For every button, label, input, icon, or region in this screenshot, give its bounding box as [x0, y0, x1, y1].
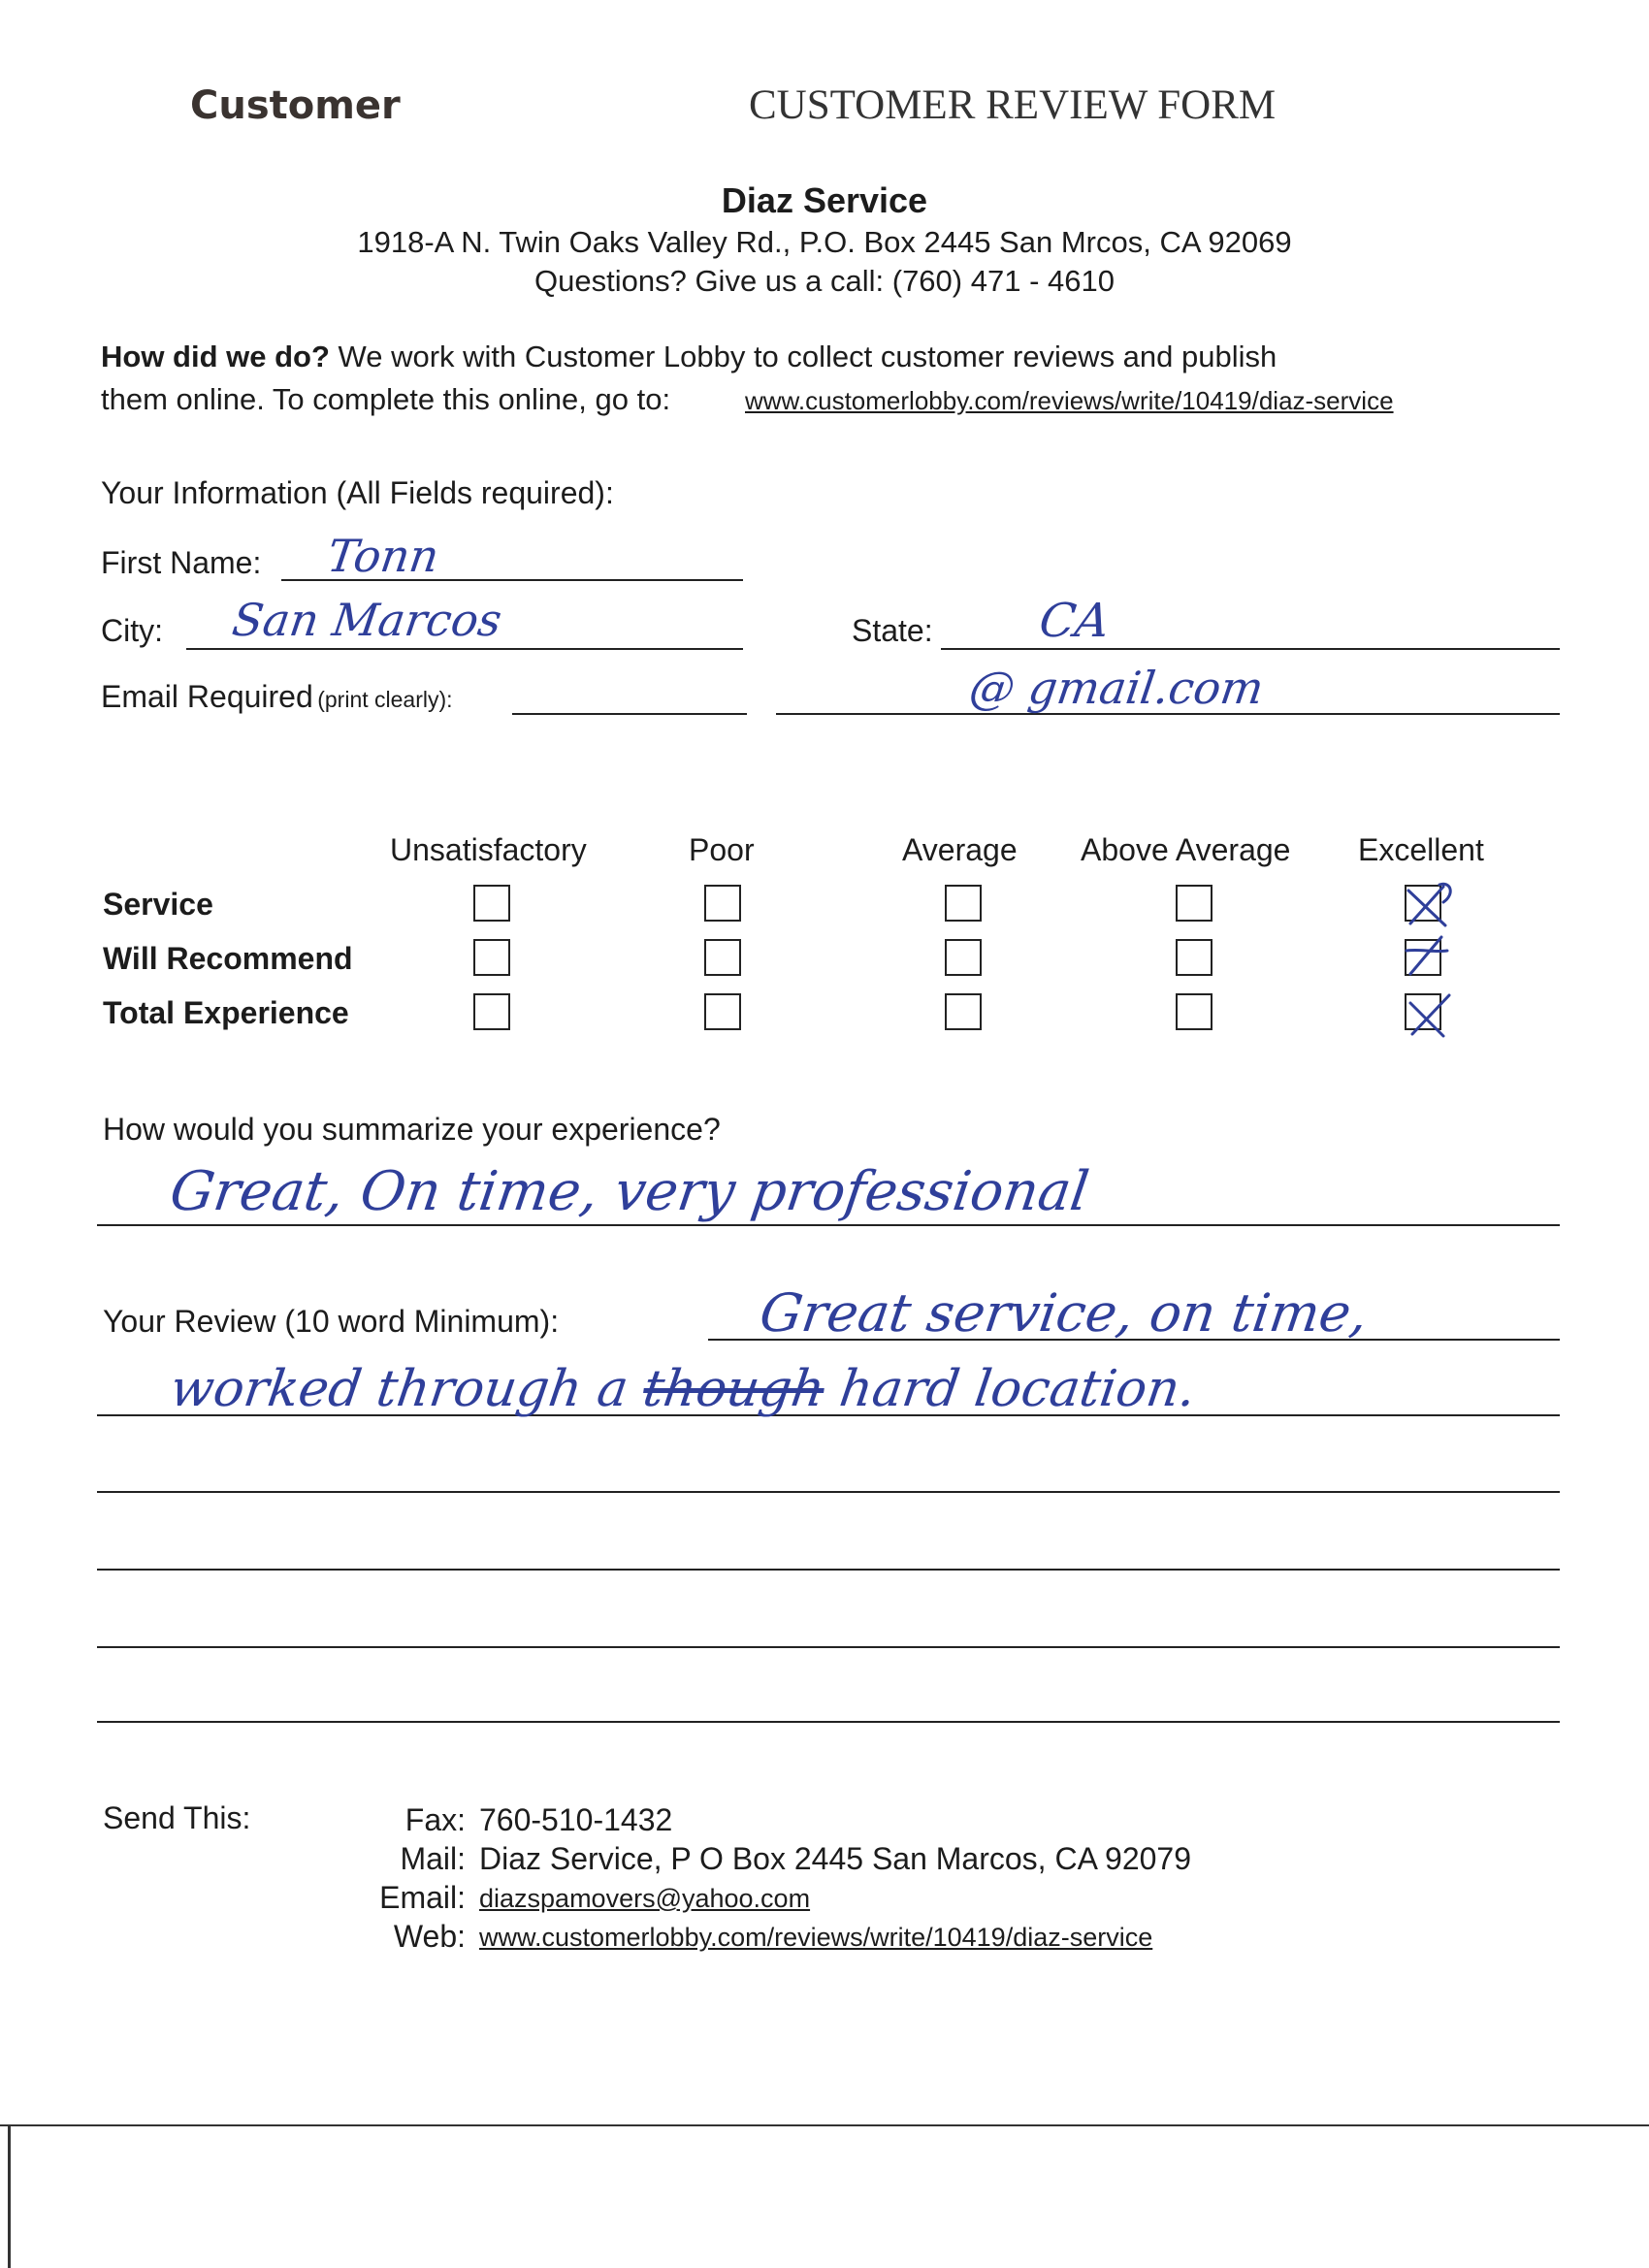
state-line — [941, 648, 1560, 650]
email-note: (print clearly): — [317, 687, 453, 712]
row-will-recommend-label: Will Recommend — [103, 941, 353, 976]
form-title: CUSTOMER REVIEW FORM — [749, 82, 1277, 128]
review-line-4 — [97, 1569, 1560, 1571]
row-total-experience-label: Total Experience — [103, 995, 349, 1030]
total-excellent-checkbox[interactable] — [1405, 993, 1441, 1030]
mail-value: Diaz Service, P O Box 2445 San Marcos, CA 92079 — [479, 1841, 1192, 1876]
review-line-6 — [97, 1721, 1560, 1723]
col-excellent: Excellent — [1358, 832, 1484, 867]
review-line-5 — [97, 1646, 1560, 1648]
intro-text-1: We work with Customer Lobby to collect customer reviews and publish — [329, 340, 1277, 373]
review-struck-word: though — [639, 1360, 828, 1418]
col-poor: Poor — [689, 832, 755, 867]
email-value[interactable]: @ gmail.com — [966, 662, 1268, 714]
scan-page-edge — [0, 2124, 1649, 2126]
review-line-1-text[interactable]: Great service, on time, — [756, 1282, 1372, 1344]
info-heading: Your Information (All Fields required): — [101, 475, 614, 510]
review-line-2-text[interactable] — [167, 1360, 1200, 1418]
city-value[interactable]: San Marcos — [229, 594, 505, 646]
city-label: City: — [101, 613, 163, 648]
state-value[interactable]: CA — [1036, 594, 1114, 648]
total-unsatisfactory-checkbox[interactable] — [473, 993, 510, 1030]
first-name-value[interactable]: Tonn — [324, 530, 442, 582]
web-link[interactable]: www.customerlobby.com/reviews/write/10419/diaz-service — [479, 1923, 1153, 1952]
checkmark-x-icon — [1401, 877, 1455, 931]
company-address: 1918-A N. Twin Oaks Valley Rd., P.O. Box 2445 San Mrcos, CA 92069 — [357, 225, 1292, 259]
header-left-title: Customer — [190, 83, 401, 128]
total-above-average-checkbox[interactable] — [1176, 993, 1212, 1030]
intro-text-2: them online. To complete this online, go to: — [101, 382, 671, 416]
first-name-label: First Name: — [101, 545, 262, 580]
recommend-unsatisfactory-checkbox[interactable] — [473, 939, 510, 976]
col-unsatisfactory: Unsatisfactory — [390, 832, 587, 867]
col-above-average: Above Average — [1081, 832, 1291, 867]
service-above-average-checkbox[interactable] — [1176, 885, 1212, 922]
intro-url-link[interactable]: www.customerlobby.com/reviews/write/10419/diaz-service — [745, 386, 1394, 415]
checkmark-slash-icon — [1401, 931, 1455, 986]
summary-answer[interactable]: Great, On time, very professional — [166, 1160, 1093, 1223]
summary-question: How would you summarize your experience? — [103, 1112, 721, 1147]
col-average: Average — [902, 832, 1018, 867]
total-average-checkbox[interactable] — [945, 993, 982, 1030]
scan-side-edge — [8, 2124, 11, 2268]
review-label: Your Review (10 word Minimum): — [103, 1304, 560, 1339]
review-line-3 — [97, 1491, 1560, 1493]
intro-line-1 — [101, 340, 1277, 374]
email-label: Email Required — [101, 679, 313, 714]
service-excellent-checkbox[interactable] — [1405, 885, 1441, 922]
send-label: Send This: — [103, 1800, 251, 1835]
intro-line-2 — [101, 382, 670, 417]
company-phone: Questions? Give us a call: (760) 471 - 4610 — [534, 264, 1115, 298]
mail-label: Mail: — [400, 1841, 466, 1876]
email-send-label: Email: — [379, 1880, 466, 1915]
checkmark-x-icon — [1401, 986, 1455, 1040]
fax-label: Fax: — [404, 1802, 466, 1837]
service-average-checkbox[interactable] — [945, 885, 982, 922]
summary-line — [97, 1224, 1560, 1226]
total-poor-checkbox[interactable] — [704, 993, 741, 1030]
recommend-average-checkbox[interactable] — [945, 939, 982, 976]
fax-value: 760-510-1432 — [479, 1802, 673, 1837]
web-label: Web: — [393, 1919, 466, 1954]
city-line — [186, 648, 743, 650]
service-unsatisfactory-checkbox[interactable] — [473, 885, 510, 922]
review-line-2-part1: worked through a — [166, 1360, 632, 1418]
intro-bold-lead: How did we do? — [101, 340, 330, 373]
company-name: Diaz Service — [721, 180, 928, 220]
row-service-label: Service — [103, 887, 213, 922]
recommend-above-average-checkbox[interactable] — [1176, 939, 1212, 976]
service-poor-checkbox[interactable] — [704, 885, 741, 922]
recommend-poor-checkbox[interactable] — [704, 939, 741, 976]
state-label: State: — [852, 613, 933, 648]
email-line-1 — [512, 713, 747, 715]
email-label-group — [101, 679, 453, 715]
email-send-link[interactable]: diazspamovers@yahoo.com — [479, 1884, 811, 1913]
recommend-excellent-checkbox[interactable] — [1405, 939, 1441, 976]
review-line-2-part2: hard location. — [835, 1360, 1200, 1418]
